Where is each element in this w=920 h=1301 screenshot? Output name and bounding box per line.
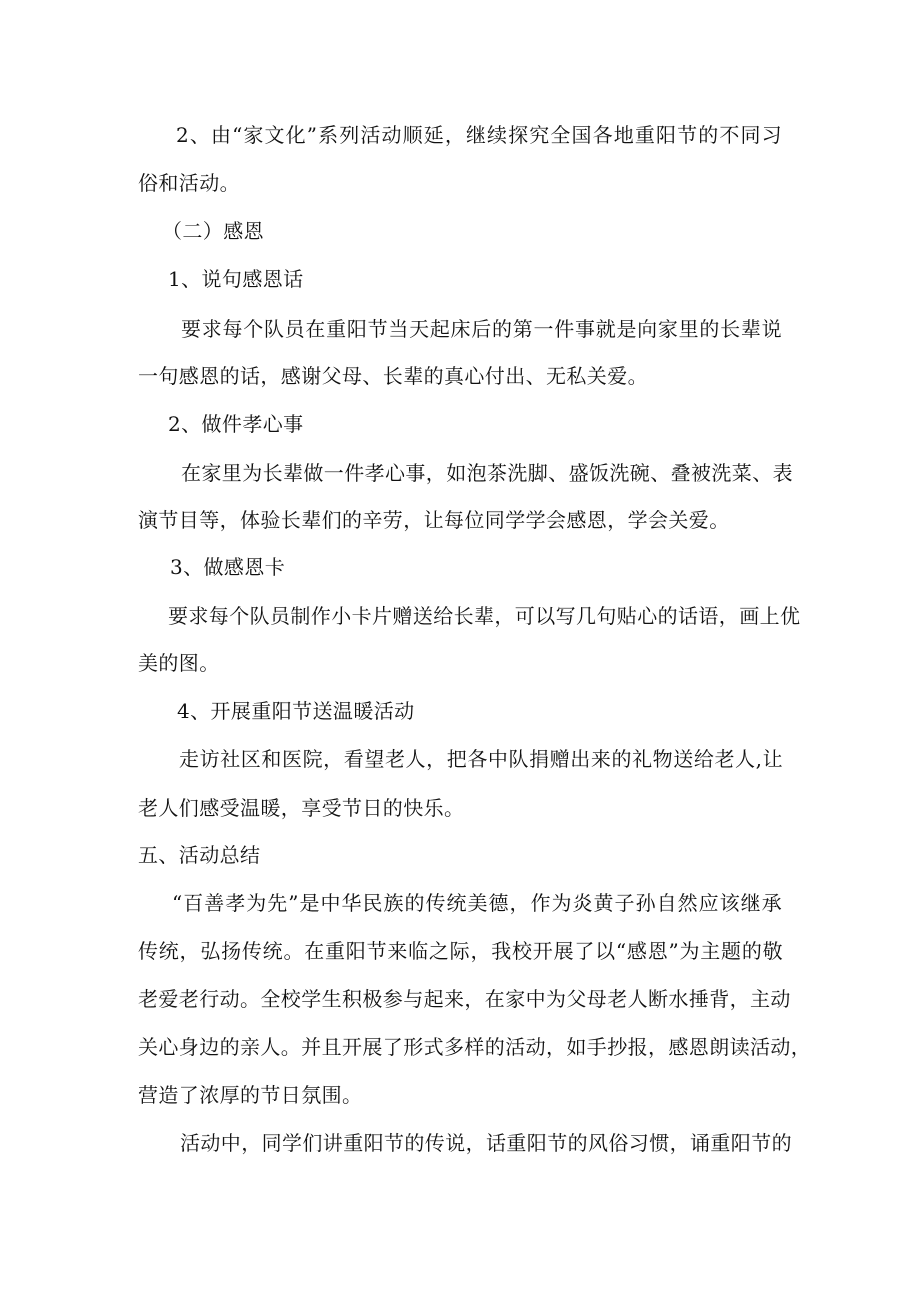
text-line-17: “百善孝为先”是中华民族的传统美德，作为炎黄子孙自然应该继承 bbox=[172, 891, 782, 915]
section-heading-gratitude: （二）感恩 bbox=[162, 219, 264, 243]
item-heading-4: 4、开展重阳节送温暖活动 bbox=[177, 699, 415, 723]
text-line-14: 走访社区和医院，看望老人，把各中队捐赠出来的礼物送给老人,让 bbox=[179, 747, 783, 771]
item-heading-1: 1、说句感恩话 bbox=[168, 267, 304, 291]
text-line-18: 传统，弘扬传统。在重阳节来临之际，我校开展了以“感恩”为主题的敬 bbox=[138, 939, 783, 963]
text-line-8: 在家里为长辈做一件孝心事，如泡茶洗脚、盛饭洗碗、叠被洗菜、表 bbox=[181, 461, 793, 485]
text-line-19: 老爱老行动。全校学生积极参与起来，在家中为父母老人断水捶背，主动 bbox=[138, 987, 791, 1011]
text-line-22: 活动中，同学们讲重阳节的传说，话重阳节的风俗习惯，诵重阳节的 bbox=[180, 1131, 792, 1155]
text-line-9: 演节目等，体验长辈们的辛劳，让每位同学学会感恩，学会关爱。 bbox=[138, 508, 730, 532]
text-line-5: 要求每个队员在重阳节当天起床后的第一件事就是向家里的长辈说 bbox=[181, 317, 782, 341]
item-heading-2: 2、做件孝心事 bbox=[168, 412, 304, 436]
text-line-15: 老人们感受温暖，享受节日的快乐。 bbox=[138, 796, 465, 820]
text-line-20: 关心身边的亲人。并且开展了形式多样的活动，如手抄报，感恩朗读活动， bbox=[138, 1035, 812, 1059]
text-line-1: 2、由“家文化”系列活动顺延，继续探究全国各地重阳节的不同习 bbox=[176, 123, 782, 147]
item-heading-3: 3、做感恩卡 bbox=[170, 555, 286, 579]
text-line-2: 俗和活动。 bbox=[138, 171, 240, 195]
section-heading-summary: 五、活动总结 bbox=[138, 843, 261, 867]
text-line-11: 要求每个队员制作小卡片赠送给长辈，可以写几句贴心的话语，画上优 bbox=[168, 604, 801, 628]
text-line-21: 营造了浓厚的节日氛围。 bbox=[138, 1083, 363, 1107]
text-line-6: 一句感恩的话，感谢父母、长辈的真心付出、无私关爱。 bbox=[138, 364, 648, 388]
text-line-12: 美的图。 bbox=[138, 651, 220, 675]
